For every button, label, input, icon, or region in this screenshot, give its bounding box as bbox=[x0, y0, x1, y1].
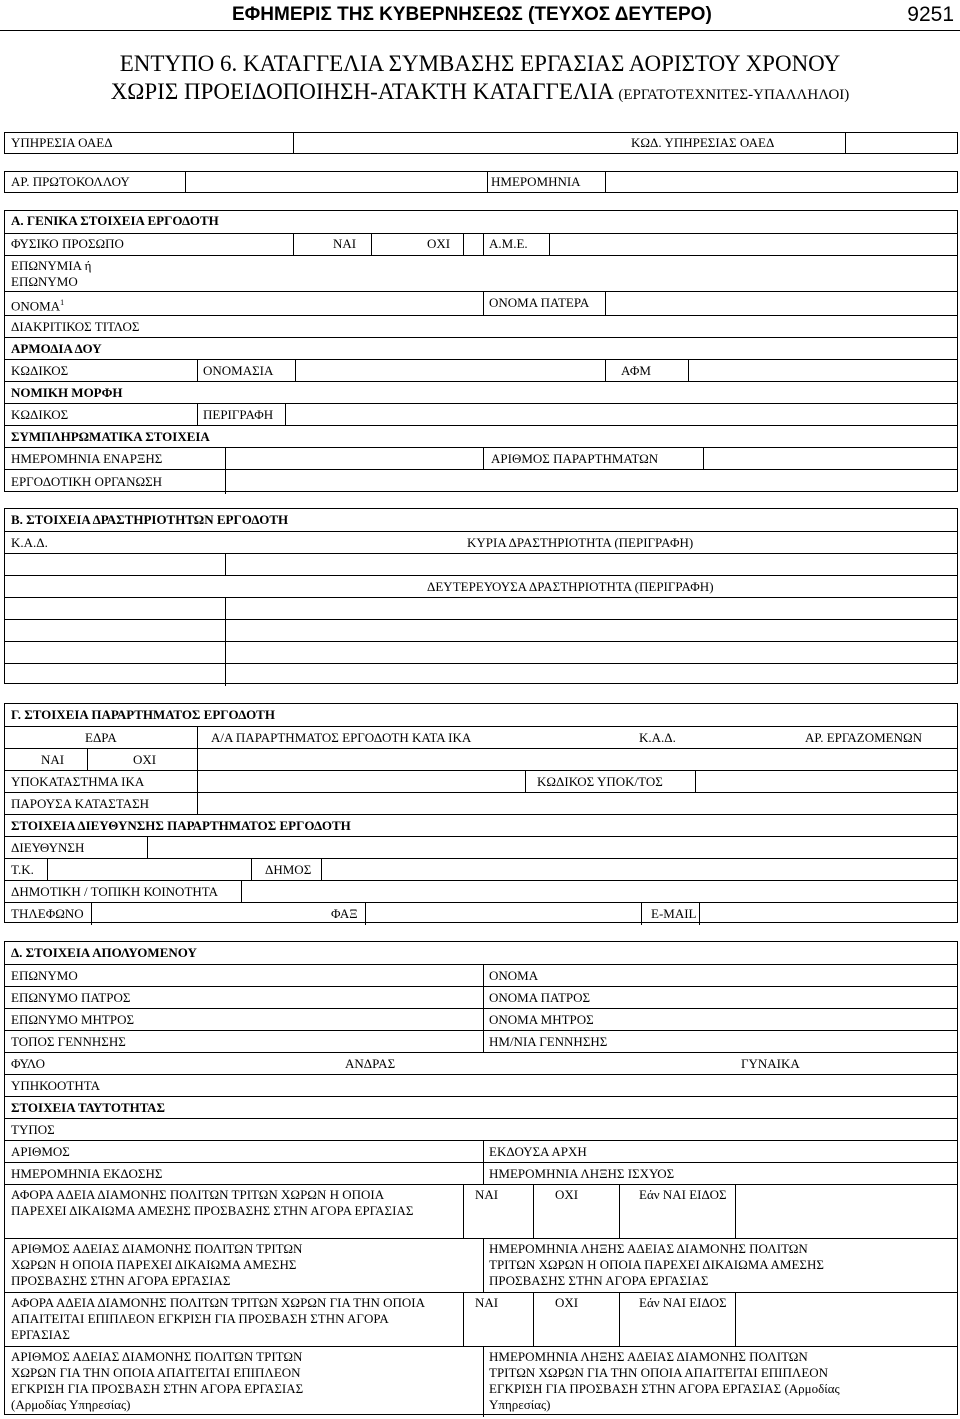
id-header: ΣΤΟΙΧΕΙΑ ΤΑΥΤΟΤΗΤΑΣ bbox=[11, 1100, 166, 1115]
main-activity-label: ΚΥΡΙΑ ΔΡΑΣΤΗΡΙΟΤΗΤΑ (ΠΕΡΙΓΡΑΦΗ) bbox=[467, 535, 694, 550]
natural-person-label: ΦΥΣΙΚΟ ΠΡΟΣΩΠΟ bbox=[11, 236, 124, 251]
supplementary-header: ΣΥΜΠΛΗΡΩΜΑΤΙΚΑ ΣΤΟΙΧΕΙΑ bbox=[11, 429, 210, 444]
legal-form-header: ΝΟΜΙΚΗ ΜΟΡΦΗ bbox=[11, 385, 123, 400]
permit2-expiry-label: ΗΜΕΡΟΜΗΝΙΑ ΛΗΞΗΣ ΑΔΕΙΑΣ ΔΙΑΜΟΝΗΣ ΠΟΛΙΤΩΝ ΤΡΙΤΩΝ ΧΩΡΩΝ ΓΙΑ ΤΗΝ ΟΠΟΙΑ ΑΠΑΙΤΕΙΤΑΙ ΕΠΙΠΛΕΟΝ ΕΓΚΡΙΣΗ ΓΙΑ ΠΡΟΣΒΑΣΗ ΣΤΗΝ ΑΓΟΡΑ ΕΡΓΑΣΙΑΣ (Αρμοδίας Υπηρεσίας) bbox=[489, 1349, 840, 1412]
secondary-activity-label: ΔΕΥΤΕΡΕΥΟΥΣΑ ΔΡΑΣΤΗΡΙΟΤΗΤΑ (ΠΕΡΙΓΡΑΦΗ) bbox=[427, 579, 714, 594]
id-type-label: ΤΥΠΟΣ bbox=[11, 1122, 55, 1137]
ika-branch-label: ΥΠΟΚΑΤΑΣΤΗΜΑ ΙΚΑ bbox=[11, 774, 145, 789]
doy-designation-label: ΟΝΟΜΑΣΙΑ bbox=[203, 363, 274, 378]
nationality-label: ΥΠΗΚΟΟΤΗΤΑ bbox=[11, 1078, 101, 1093]
protocol-number-label: ΑΡ. ΠΡΩΤΟΚΟΛΛΟΥ bbox=[11, 174, 130, 189]
gender-female: ΓΥΝΑΙΚΑ bbox=[741, 1056, 800, 1071]
branches-count-label: ΑΡΙΘΜΟΣ ΠΑΡΑΡΤΗΜΑΤΩΝ bbox=[491, 451, 659, 466]
service-box bbox=[4, 132, 958, 154]
section-d bbox=[4, 941, 958, 1415]
id-issue-date-label: ΗΜΕΡΟΜΗΝΙΑ ΕΚΔΟΣΗΣ bbox=[11, 1166, 163, 1181]
permit2-question: ΑΦΟΡΑ ΑΔΕΙΑ ΔΙΑΜΟΝΗΣ ΠΟΛΙΤΩΝ ΤΡΙΤΩΝ ΧΩΡΩΝ ΓΙΑ ΤΗΝ ΟΠΟΙΑ ΑΠΑΙΤΕΙΤΑΙ ΕΠΙΠΛΕΟΝ ΕΓΚΡΙΣΗ ΓΙΑ ΠΡΟΣΒΑΣΗ ΣΤΗΝ ΑΓΟΡΑ ΕΡΓΑΣΙΑΣ bbox=[11, 1295, 425, 1342]
father-surname-label: ΕΠΩΝΥΜΟ ΠΑΤΡΟΣ bbox=[11, 990, 131, 1005]
ame-label: Α.Μ.Ε. bbox=[489, 236, 528, 251]
phone-label: ΤΗΛΕΦΩΝΟ bbox=[11, 906, 84, 921]
permit1-number-label: ΑΡΙΘΜΟΣ ΑΔΕΙΑΣ ΔΙΑΜΟΝΗΣ ΠΟΛΙΤΩΝ ΤΡΙΤΩΝ ΧΩΡΩΝ Η ΟΠΟΙΑ ΠΑΡΕΧΕΙ ΔΙΚΑΙΩΜΑ ΑΜΕΣΗΣ ΠΡΟΣΒΑΣΗΣ ΣΤΗΝ ΑΓΟΡΑ ΕΡΓΑΣΙΑΣ bbox=[11, 1241, 303, 1288]
gender-male: ΑΝΔΡΑΣ bbox=[345, 1056, 396, 1071]
seat-yes: ΝΑΙ bbox=[41, 752, 65, 767]
employer-name-line2: ΕΠΩΝΥΜΟ bbox=[11, 274, 78, 289]
permit2-yes: ΝΑΙ bbox=[475, 1295, 499, 1310]
father-name-label: ΟΝΟΜΑ ΠΑΤΕΡΑ bbox=[489, 295, 590, 310]
section-d-title: Δ. ΣΤΟΙΧΕΙΑ ΑΠΟΛΥΟΜΕΝΟΥ bbox=[11, 945, 197, 960]
gazette-title: ΕΦΗΜΕΡΙΣ ΤΗΣ ΚΥΒΕΡΝΗΣΕΩΣ (ΤΕΥΧΟΣ ΔΕΥΤΕΡΟ) bbox=[232, 4, 712, 25]
section-b-title: Β. ΣΤΟΙΧΕΙΑ ΔΡΑΣΤΗΡΙΟΤΗΤΩΝ ΕΡΓΟΔΟΤΗ bbox=[11, 512, 289, 527]
birthdate-label: ΗΜ/ΝΙΑ ΓΕΝΝΗΣΗΣ bbox=[489, 1034, 608, 1049]
gender-label: ΦΥΛΟ bbox=[11, 1056, 46, 1071]
doc-title-line2: ΧΩΡΙΣ ΠΡΟΕΙΔΟΠΟΙΗΣΗ-ΑΤΑΚΤΗ ΚΑΤΑΓΓΕΛΙΑ (ΕΡΓΑΤΟΤΕΧΝΙΤΕΣ-ΥΠΑΛΛΗΛΟΙ) bbox=[110, 79, 850, 104]
employer-org-label: ΕΡΓΟΔΟΤΙΚΗ ΟΡΓΑΝΩΣΗ bbox=[11, 474, 163, 489]
afm-label: ΑΦΜ bbox=[621, 363, 651, 378]
status-label: ΠΑΡΟΥΣΑ ΚΑΤΑΣΤΑΣΗ bbox=[11, 796, 150, 811]
community-label: ΔΗΜΟΤΙΚΗ / ΤΟΠΙΚΗ ΚΟΙΝΟΤΗΤΑ bbox=[11, 884, 219, 899]
page-header bbox=[0, 0, 960, 31]
seat-label: ΕΔΡΑ bbox=[85, 730, 117, 745]
permit2-if-yes-type: Εάν ΝΑΙ ΕΙΔΟΣ bbox=[639, 1295, 727, 1310]
section-c bbox=[4, 703, 958, 923]
name-label: ΟΝΟΜΑ bbox=[489, 968, 539, 983]
permit1-if-yes-type: Εάν ΝΑΙ ΕΙΔΟΣ bbox=[639, 1187, 727, 1202]
permit2-no: ΟΧΙ bbox=[555, 1295, 579, 1310]
doc-title-line1: ΕΝΤΥΠΟ 6. ΚΑΤΑΓΓΕΛΙΑ ΣΥΜΒΑΣΗΣ ΕΡΓΑΣΙΑΣ ΑΟΡΙΣΤΟΥ ΧΡΟΝΟΥ bbox=[119, 51, 841, 76]
id-issuer-label: ΕΚΔΟΥΣΑ ΑΡΧΗ bbox=[489, 1144, 587, 1159]
service-code-label: ΚΩΔ. ΥΠΗΡΕΣΙΑΣ ΟΑΕΔ bbox=[631, 135, 775, 150]
permit1-no: ΟΧΙ bbox=[555, 1187, 579, 1202]
doy-header: ΑΡΜΟΔΙΑ ΔΟΥ bbox=[11, 341, 102, 356]
mother-surname-label: ΕΠΩΝΥΜΟ ΜΗΤΡΟΣ bbox=[11, 1012, 135, 1027]
legal-form-description-label: ΠΕΡΙΓΡΑΦΗ bbox=[203, 407, 274, 422]
father-name-d-label: ΟΝΟΜΑ ΠΑΤΡΟΣ bbox=[489, 990, 591, 1005]
municipality-label: ΔΗΜΟΣ bbox=[265, 862, 312, 877]
start-date-label: ΗΜΕΡΟΜΗΝΙΑ ΕΝΑΡΞΗΣ bbox=[11, 451, 163, 466]
mother-name-label: ΟΝΟΜΑ ΜΗΤΡΟΣ bbox=[489, 1012, 594, 1027]
seat-no: ΟΧΙ bbox=[133, 752, 157, 767]
branch-code-label: ΚΩΔΙΚΟΣ ΥΠΟΚ/ΤΟΣ bbox=[537, 774, 663, 789]
natural-person-no: ΟΧΙ bbox=[427, 236, 451, 251]
address-label: ΔΙΕΥΘΥΝΣΗ bbox=[11, 840, 85, 855]
section-a-title: Α. ΓΕΝΙΚΑ ΣΤΟΙΧΕΙΑ ΕΡΓΟΔΟΤΗ bbox=[11, 213, 219, 228]
email-label: E-MAIL bbox=[651, 906, 697, 921]
doy-code-label: ΚΩΔΙΚΟΣ bbox=[11, 363, 69, 378]
section-a bbox=[4, 210, 958, 492]
section-c-title: Γ. ΣΤΟΙΧΕΙΑ ΠΑΡΑΡΤΗΜΑΤΟΣ ΕΡΓΟΔΟΤΗ bbox=[11, 707, 275, 722]
fax-label: ΦΑΞ bbox=[331, 906, 358, 921]
permit1-expiry-label: ΗΜΕΡΟΜΗΝΙΑ ΛΗΞΗΣ ΑΔΕΙΑΣ ΔΙΑΜΟΝΗΣ ΠΟΛΙΤΩΝ ΤΡΙΤΩΝ ΧΩΡΩΝ Η ΟΠΟΙΑ ΠΑΡΕΧΕΙ ΔΙΚΑΙΩΜΑ ΑΜΕΣΗΣ ΠΡΟΣΒΑΣΗΣ ΣΤΗΝ ΑΓΟΡΑ ΕΡΓΑΣΙΑΣ bbox=[489, 1241, 824, 1288]
legal-form-code-label: ΚΩΔΙΚΟΣ bbox=[11, 407, 69, 422]
id-number-label: ΑΡΙΘΜΟΣ bbox=[11, 1144, 70, 1159]
permit2-number-label: ΑΡΙΘΜΟΣ ΑΔΕΙΑΣ ΔΙΑΜΟΝΗΣ ΠΟΛΙΤΩΝ ΤΡΙΤΩΝ ΧΩΡΩΝ ΓΙΑ ΤΗΝ ΟΠΟΙΑ ΑΠΑΙΤΕΙΤΑΙ ΕΠΙΠΛΕΟΝ ΕΓΚΡΙΣΗ ΓΙΑ ΠΡΟΣΒΑΣΗ ΣΤΗΝ ΑΓΟΡΑ ΕΡΓΑΣΙΑΣ (Αρμοδίας Υπηρεσίας) bbox=[11, 1349, 304, 1412]
surname-label: ΕΠΩΝΥΜΟ bbox=[11, 968, 78, 983]
birthplace-label: ΤΟΠΟΣ ΓΕΝΝΗΣΗΣ bbox=[11, 1034, 126, 1049]
address-header: ΣΤΟΙΧΕΙΑ ΔΙΕΥΘΥΝΣΗΣ ΠΑΡΑΡΤΗΜΑΤΟΣ ΕΡΓΟΔΟΤΗ bbox=[11, 818, 351, 833]
kad-label: Κ.Α.Δ. bbox=[11, 535, 48, 550]
permit1-question: ΑΦΟΡΑ ΑΔΕΙΑ ΔΙΑΜΟΝΗΣ ΠΟΛΙΤΩΝ ΤΡΙΤΩΝ ΧΩΡΩΝ Η ΟΠΟΙΑ ΠΑΡΕΧΕΙ ΔΙΚΑΙΩΜΑ ΑΜΕΣΗΣ ΠΡΟΣΒΑΣΗΣ ΣΤΗΝ ΑΓΟΡΑ ΕΡΓΑΣΙΑΣ bbox=[11, 1187, 414, 1218]
branch-aa-label: Α/Α ΠΑΡΑΡΤΗΜΑΤΟΣ ΕΡΓΟΔΟΤΗ ΚΑΤΑ ΙΚΑ bbox=[211, 730, 472, 745]
trade-title-label: ΔΙΑΚΡΙΤΙΚΟΣ ΤΙΤΛΟΣ bbox=[11, 319, 140, 334]
employer-name-line1: ΕΠΩΝΥΜΙΑ ή bbox=[11, 258, 92, 273]
page-number: 9251 bbox=[907, 3, 954, 26]
section-b bbox=[4, 508, 958, 684]
service-label: ΥΠΗΡΕΣΙΑ ΟΑΕΔ bbox=[11, 135, 113, 150]
employees-label: ΑΡ. ΕΡΓΑΖΟΜΕΝΩΝ bbox=[805, 730, 923, 745]
id-expiry-date-label: ΗΜΕΡΟΜΗΝΙΑ ΛΗΞΗΣ ΙΣΧΥΟΣ bbox=[489, 1166, 675, 1181]
first-name-label: ΟΝΟΜΑ$^1$ bbox=[11, 298, 65, 314]
postcode-label: Τ.Κ. bbox=[11, 862, 34, 877]
natural-person-yes: ΝΑΙ bbox=[333, 236, 357, 251]
branch-kad-label: Κ.Α.Δ. bbox=[639, 730, 676, 745]
permit1-yes: ΝΑΙ bbox=[475, 1187, 499, 1202]
protocol-date-label: ΗΜΕΡΟΜΗΝΙΑ bbox=[491, 174, 581, 189]
protocol-box bbox=[4, 171, 958, 193]
